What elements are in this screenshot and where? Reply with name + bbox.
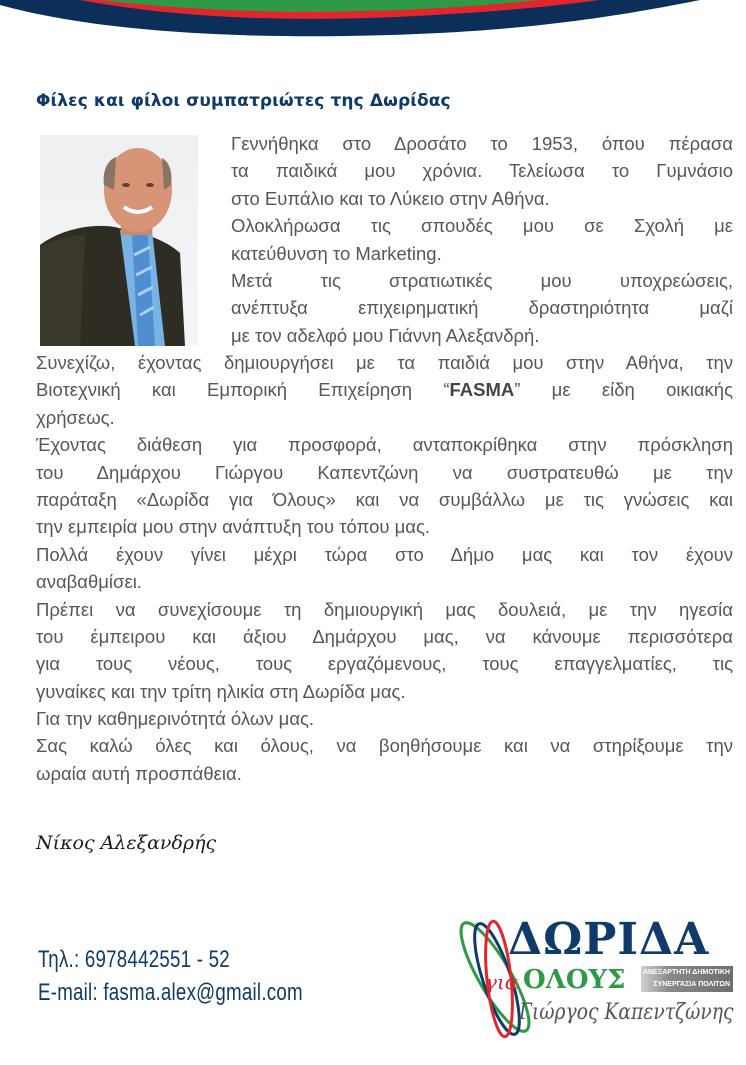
body-text-segment: ” με είδη οικιακής: [514, 379, 733, 401]
contact-phone[interactable]: Τηλ.: 6978442551 - 52: [38, 946, 230, 973]
header-swoosh: [0, 0, 746, 60]
body-line: Πρέπει να συνεχίσουμε τη δημιουργική μας δουλειά, με την ηγεσία: [36, 598, 733, 620]
intro-line: ανέπτυξα επιχειρηματική δραστηριότητα μαζί: [231, 297, 733, 319]
body-line: παράταξη «Δωρίδα για Όλους» και να συμβάλλω με τις γνώσεις και: [36, 488, 733, 510]
body-line: του έμπειρου και άξιου Δημάρχου μας, να κάνουμε περισσότερα: [36, 625, 733, 647]
logo-title: ΔΩΡΙΔΑ: [508, 914, 710, 965]
intro-line: τα παιδικά μου χρόνια. Τελείωσα το Γυμνάσιο: [231, 160, 733, 182]
intro-paragraph: [231, 130, 733, 349]
portrait-illustration: [40, 135, 198, 346]
logo-oloys: ΟΛΟΥΣ: [523, 965, 626, 995]
signature-name: Νίκος Αλεξανδρής: [36, 832, 217, 854]
body-line: για τους νέους, τους εργαζόμενους, τους επαγγελματίες, τις: [36, 653, 733, 675]
contact-email[interactable]: E-mail: fasma.alex@gmail.com: [38, 979, 303, 1006]
body-line: Έχοντας διάθεση για προσφορά, ανταποκρίθηκα στην πρόσκληση: [36, 434, 733, 456]
intro-line: στο Ευπάλιο και το Λύκειο στην Αθήνα.: [231, 187, 550, 209]
body-line: Σας καλώ όλες και όλους, να βοηθήσουμε και να στηρίξουμε την: [36, 735, 733, 757]
intro-line: Ολοκλήρωσα τις σπουδές μου σε Σχολή με: [231, 215, 733, 237]
body-line: Συνεχίζω, έχοντας δημιουργήσει με τα παιδιά μου στην Αθήνα, την: [36, 352, 733, 373]
intro-line: Γεννήθηκα στο Δροσάτο το 1953, όπου πέρασα: [231, 133, 733, 154]
logo-candidate-name: Γιώργος Καπεντζώνης: [519, 1000, 734, 1025]
body-line: Για την καθημερινότητά όλων μας.: [36, 708, 315, 730]
body-line: την εμπειρία μου στην ανάπτυξη του τόπου μας.: [36, 516, 431, 538]
body-line: [36, 376, 733, 403]
body-line: αναβαθμίσει.: [36, 571, 142, 593]
letter-heading: Φίλες και φίλοι συμπατριώτες της Δωρίδας: [36, 91, 451, 111]
intro-line: με τον αδελφό μου Γιάννη Αλεξανδρή.: [231, 324, 540, 346]
body-line: χρήσεως.: [36, 406, 115, 428]
main-paragraphs: [36, 349, 733, 787]
body-line: Πολλά έχουν γίνει μέχρι τώρα στο Δήμο μας και τον έχουν: [36, 543, 733, 565]
logo-tagline: [641, 966, 733, 992]
body-line: γυναίκες και την τρίτη ηλικία στη Δωρίδα μας.: [36, 680, 406, 702]
intro-line: Μετά τις στρατιωτικές μου υποχρεώσεις,: [231, 269, 733, 291]
logo-tagline-2: ΣΥΝΕΡΓΑΣΙΑ ΠΟΛΙΤΩΝ: [653, 981, 730, 988]
party-logo: [445, 915, 735, 1055]
body-line: του Δημάρχου Γιώργου Καπεντζώνη να συστρατευθώ με την: [36, 461, 733, 483]
portrait-photo: [40, 135, 198, 346]
logo-gia: για: [485, 970, 519, 994]
body-line: ωραία αυτή προσπάθεια.: [36, 762, 242, 784]
body-text-segment: Βιοτεχνική και Εμπορική Επιχείρηση “: [36, 379, 450, 401]
logo-tagline-1: ΑΝΕΞΑΡΤΗΤΗ ΔΗΜΟΤΙΚΗ: [642, 969, 730, 976]
intro-line: κατεύθυνση το Marketing.: [231, 242, 442, 264]
company-name: FASMA: [449, 379, 515, 401]
